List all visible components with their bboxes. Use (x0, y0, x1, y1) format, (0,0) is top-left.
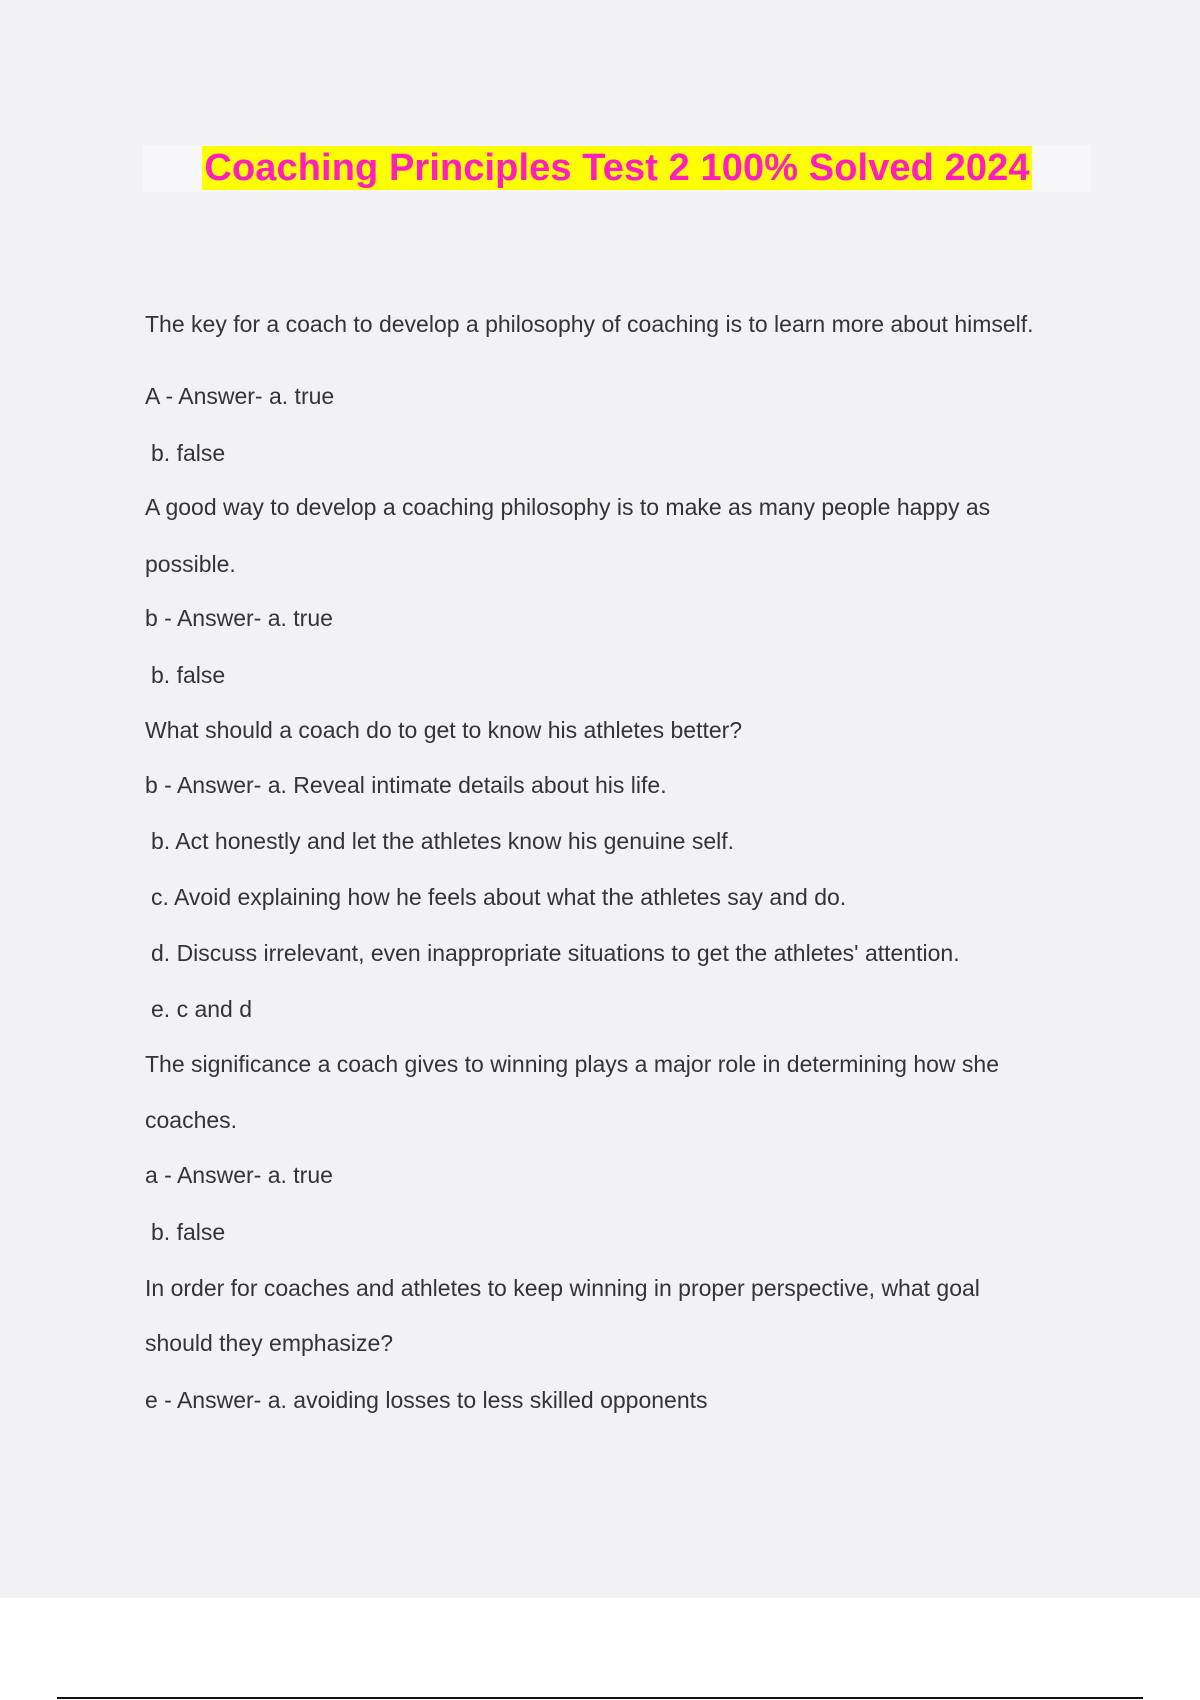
question-5-text-line-1: In order for coaches and athletes to keep winning in proper perspective, what goal (145, 1275, 980, 1301)
question-4-text-line-2: coaches. (145, 1107, 238, 1133)
question-3-text: What should a coach do to get to know his athletes better? (145, 717, 743, 743)
question-4-answer: a - Answer- a. true (145, 1162, 333, 1188)
question-1-text: The key for a coach to develop a philosophy of coaching is to learn more about himself. (145, 311, 1034, 337)
question-4-option-b: b. false (151, 1219, 226, 1245)
question-4-text-line-1: The significance a coach gives to winning plays a major role in determining how she (145, 1051, 1000, 1077)
question-3-option-e: e. c and d (151, 996, 253, 1022)
footer-divider (57, 1697, 1143, 1699)
question-5-text-line-2: should they emphasize? (145, 1330, 394, 1356)
question-5-answer: e - Answer- a. avoiding losses to less skilled opponents (145, 1387, 708, 1413)
question-3-option-b: b. Act honestly and let the athletes know his genuine self. (151, 828, 735, 854)
question-2-text-line-2: possible. (145, 551, 236, 577)
question-2-option-b: b. false (151, 662, 226, 688)
question-3-answer: b - Answer- a. Reveal intimate details about his life. (145, 772, 667, 798)
question-3-option-c: c. Avoid explaining how he feels about what the athletes say and do. (151, 884, 847, 910)
question-2-answer: b - Answer- a. true (145, 605, 333, 631)
question-1-answer: A - Answer- a. true (145, 383, 335, 409)
page-title: Coaching Principles Test 2 100% Solved 2024 (204, 147, 1030, 189)
question-2-text-line-1: A good way to develop a coaching philosophy is to make as many people happy as (145, 494, 991, 520)
title-banner (143, 145, 1091, 192)
question-1-option-b: b. false (151, 440, 226, 466)
question-3-option-d: d. Discuss irrelevant, even inappropriate situations to get the athletes' attention. (151, 940, 960, 966)
